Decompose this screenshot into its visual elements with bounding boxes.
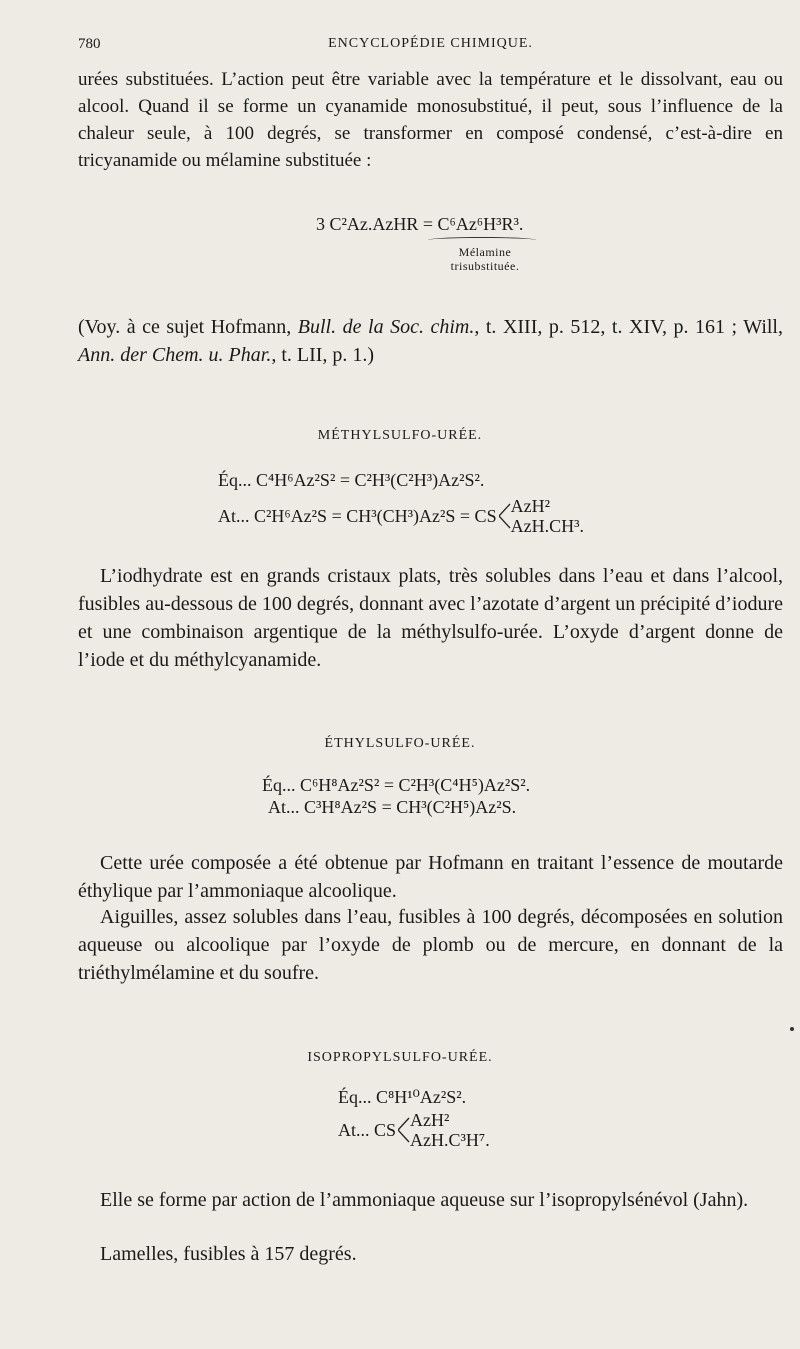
methyl-at-text: At... C²H⁶Az²S = CH³(CH³)Az²S = CS	[218, 506, 497, 526]
iso-at-text: At... CS	[338, 1120, 397, 1140]
melamine-note-line2: trisubstituée.	[450, 259, 520, 273]
branch-bond-lines	[499, 496, 511, 536]
page-header	[78, 36, 783, 58]
methyl-at-formula	[218, 496, 584, 536]
ref-ann: Ann. der Chem. u. Phar.	[78, 344, 272, 366]
section-title-isopropyl: ISOPROPYLSULFO-URÉE.	[307, 1050, 493, 1065]
iso-description-1: Elle se forme par action de l’ammoniaque aqueuse sur l’isopropylsénévol (Jahn).	[100, 1189, 749, 1211]
ethyl-description-1: Cette urée composée a été obtenue par Hofmann en traitant l’essence de moutarde éthylique par l’ammoniaque alcoolique.	[78, 852, 783, 902]
iso-eq-formula: Éq... C⁸H¹⁰Az²S².	[338, 1087, 467, 1107]
ref-end: , t. LII, p. 1.)	[271, 344, 375, 366]
melamine-equation: 3 C²Az.AzHR = C⁶Az⁶H³R³.	[316, 214, 524, 234]
ref-voy: (Voy. à ce sujet Hofmann,	[78, 316, 298, 338]
page-number: 780	[78, 36, 101, 52]
methyl-branch	[499, 496, 584, 536]
iso-branch-top: AzH²	[410, 1110, 450, 1130]
ethyl-description-2: Aiguilles, assez solubles dans l’eau, fusibles à 100 degrés, décomposées en solution aqueuse ou alcoolique par l’oxyde de plomb ou de mercure, en donnant de la triéthylmélamine et du soufre.	[78, 906, 783, 984]
melamine-note-line1: Mélamine	[458, 245, 512, 259]
branch-bond-lines	[398, 1110, 410, 1150]
ethyl-at-formula: At... C³H⁸Az²S = CH³(C²H⁵)Az²S.	[268, 797, 517, 817]
iso-at-formula	[338, 1110, 490, 1150]
intro-paragraph: urées substituées. L’action peut être variable avec la température et le dissolvant, eau ou alcool. Quand il se forme un cyanamide monosubstitué, il peut, sous l’influence de la chaleur seule, à 100 degrés, se transformer en composé condensé, c’est-à-dire en tricyanamide ou mélamine substituée :	[78, 69, 783, 171]
melamine-brace	[428, 237, 536, 243]
running-head: ENCYCLOPÉDIE CHIMIQUE.	[328, 36, 533, 51]
iso-branch	[398, 1110, 490, 1150]
ref-mid: , t. XIII, p. 512, t. XIV, p. 161 ; Will,	[474, 316, 783, 338]
margin-dot	[790, 1027, 794, 1031]
reference-paragraph	[78, 313, 783, 369]
ref-bull: Bull. de la Soc. chim.	[297, 316, 475, 338]
section-title-ethyl: ÉTHYLSULFO-URÉE.	[324, 736, 476, 751]
ethyl-eq-formula: Éq... C⁶H⁸Az²S² = C²H³(C⁴H⁵)Az²S².	[262, 775, 531, 795]
methyl-description: L’iodhydrate est en grands cristaux plats, très solubles dans l’eau et dans l’alcool, fusibles au-dessous de 100 degrés, donnant avec l’azotate d’argent un précipité d’iodure et une combinaison argentique de la méthylsulfo-urée. L’oxyde d’argent donne de l’iode et du méthylcyanamide.	[78, 565, 783, 671]
methyl-branch-top: AzH²	[510, 496, 550, 516]
iso-description-2: Lamelles, fusibles à 157 degrés.	[100, 1243, 357, 1265]
melamine-note	[400, 245, 570, 273]
section-title-methyl: MÉTHYLSULFO-URÉE.	[317, 428, 483, 443]
methyl-eq-formula: Éq... C⁴H⁶Az²S² = C²H³(C²H³)Az²S².	[218, 470, 485, 490]
iso-branch-bottom: AzH.C³H⁷.	[410, 1130, 490, 1150]
methyl-branch-bottom: AzH.CH³.	[510, 516, 584, 536]
